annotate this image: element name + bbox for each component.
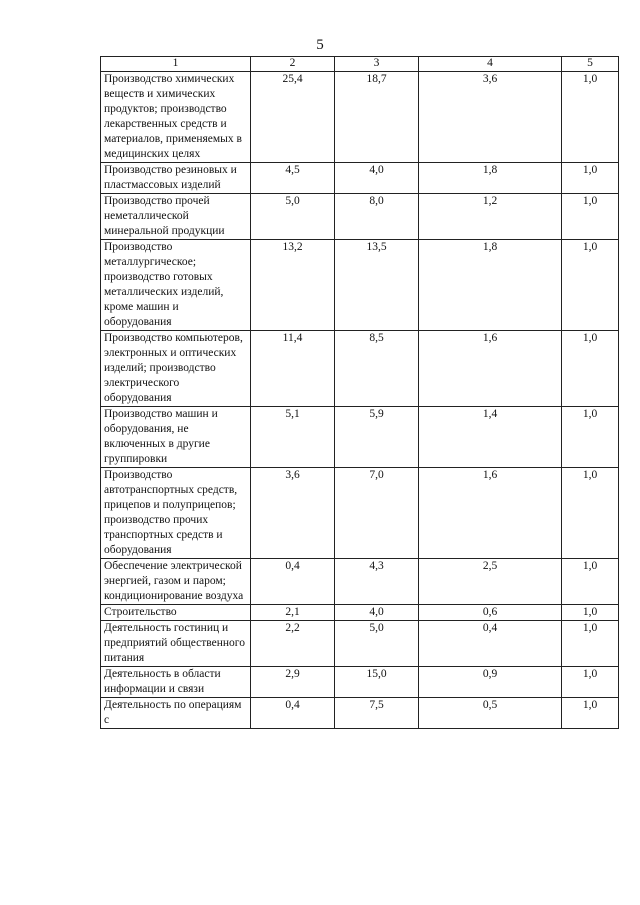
cell-value: 1,0	[562, 72, 619, 163]
row-label: Производство прочей неметаллической минеральной продукции	[101, 194, 251, 240]
row-label: Деятельность гостиниц и предприятий общественного питания	[101, 621, 251, 667]
cell-value: 1,0	[562, 605, 619, 621]
table-row	[101, 621, 619, 667]
cell-value: 0,9	[419, 667, 562, 698]
cell-value: 11,4	[251, 331, 335, 407]
table-row	[101, 240, 619, 331]
cell-value: 1,0	[562, 407, 619, 468]
cell-value: 2,9	[251, 667, 335, 698]
cell-value: 4,0	[335, 605, 419, 621]
cell-value: 3,6	[251, 468, 335, 559]
cell-value: 5,9	[335, 407, 419, 468]
cell-value: 13,2	[251, 240, 335, 331]
cell-value: 1,0	[562, 559, 619, 605]
cell-value: 4,5	[251, 163, 335, 194]
cell-value: 25,4	[251, 72, 335, 163]
cell-value: 15,0	[335, 667, 419, 698]
cell-value: 7,5	[335, 698, 419, 729]
column-header-5: 5	[562, 57, 619, 72]
row-label: Строительство	[101, 605, 251, 621]
table-row	[101, 194, 619, 240]
cell-value: 2,5	[419, 559, 562, 605]
cell-value: 1,0	[562, 163, 619, 194]
page-number: 5	[316, 37, 324, 53]
table-row	[101, 468, 619, 559]
cell-value: 8,0	[335, 194, 419, 240]
cell-value: 0,4	[251, 559, 335, 605]
cell-value: 4,0	[335, 163, 419, 194]
table-row	[101, 163, 619, 194]
column-header-2: 2	[251, 57, 335, 72]
data-table	[100, 56, 619, 729]
column-header-4: 4	[419, 57, 562, 72]
cell-value: 0,4	[251, 698, 335, 729]
cell-value: 1,0	[562, 240, 619, 331]
header-row	[101, 57, 619, 72]
cell-value: 1,2	[419, 194, 562, 240]
cell-value: 5,0	[251, 194, 335, 240]
table-row	[101, 407, 619, 468]
table-row	[101, 667, 619, 698]
cell-value: 2,2	[251, 621, 335, 667]
table-body	[101, 72, 619, 729]
column-header-1: 1	[101, 57, 251, 72]
cell-value: 5,0	[335, 621, 419, 667]
table-header	[101, 57, 619, 72]
cell-value: 0,6	[419, 605, 562, 621]
table-row	[101, 559, 619, 605]
cell-value: 1,8	[419, 163, 562, 194]
cell-value: 0,4	[419, 621, 562, 667]
row-label: Производство машин и оборудования, не включенных в другие группировки	[101, 407, 251, 468]
cell-value: 4,3	[335, 559, 419, 605]
cell-value: 1,4	[419, 407, 562, 468]
cell-value: 1,6	[419, 468, 562, 559]
cell-value: 1,8	[419, 240, 562, 331]
cell-value: 1,0	[562, 621, 619, 667]
cell-value: 2,1	[251, 605, 335, 621]
column-header-3: 3	[335, 57, 419, 72]
cell-value: 8,5	[335, 331, 419, 407]
cell-value: 7,0	[335, 468, 419, 559]
table-row	[101, 605, 619, 621]
row-label: Производство компьютеров, электронных и оптических изделий; производство электрического оборудования	[101, 331, 251, 407]
cell-value: 1,0	[562, 698, 619, 729]
row-label: Производство автотранспортных средств, прицепов и полуприцепов; производство прочих транспортных средств и оборудования	[101, 468, 251, 559]
row-label: Производство металлургическое; производство готовых металлических изделий, кроме машин и оборудования	[101, 240, 251, 331]
table-row	[101, 698, 619, 729]
cell-value: 3,6	[419, 72, 562, 163]
row-label: Деятельность по операциям с	[101, 698, 251, 729]
cell-value: 0,5	[419, 698, 562, 729]
cell-value: 1,0	[562, 331, 619, 407]
cell-value: 5,1	[251, 407, 335, 468]
row-label: Обеспечение электрической энергией, газом и паром; кондиционирование воздуха	[101, 559, 251, 605]
table-row	[101, 72, 619, 163]
cell-value: 1,0	[562, 468, 619, 559]
cell-value: 1,6	[419, 331, 562, 407]
table-row	[101, 331, 619, 407]
row-label: Деятельность в области информации и связи	[101, 667, 251, 698]
row-label: Производство химических веществ и химических продуктов; производство лекарственных средств и материалов, применяемых в медицинских целях	[101, 72, 251, 163]
cell-value: 13,5	[335, 240, 419, 331]
row-label: Производство резиновых и пластмассовых изделий	[101, 163, 251, 194]
cell-value: 1,0	[562, 194, 619, 240]
cell-value: 1,0	[562, 667, 619, 698]
cell-value: 18,7	[335, 72, 419, 163]
